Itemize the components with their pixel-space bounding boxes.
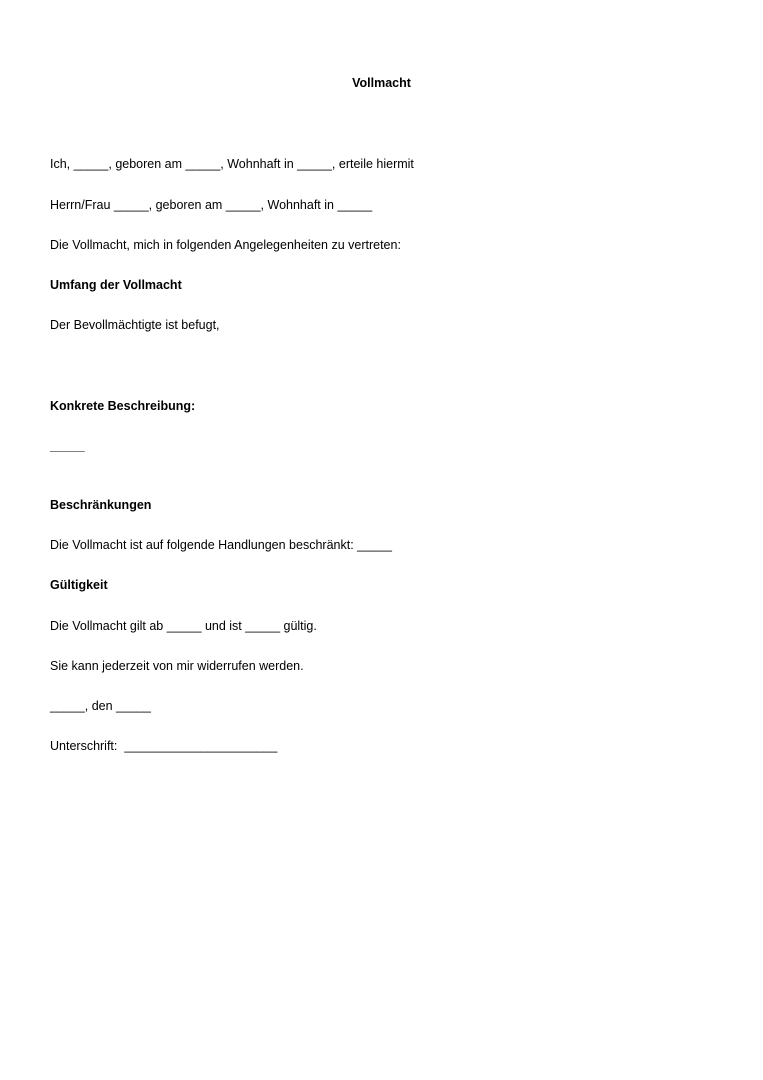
validity-heading: Gültigkeit [50,578,108,592]
agent-line: Herrn/Frau _____, geboren am _____, Wohnhaft in _____ [50,198,373,212]
restrictions-heading: Beschränkungen [50,498,152,512]
restrictions-text: Die Vollmacht ist auf folgende Handlungen beschränkt: _____ [50,538,392,552]
signature-line: Unterschrift: ______________________ [50,739,278,753]
authorization-line: Die Vollmacht, mich in folgenden Angelegenheiten zu vertreten: [50,238,401,252]
validity-period-text: Die Vollmacht gilt ab _____ und ist _____ gültig. [50,619,317,633]
place-date-line: _____, den _____ [50,699,151,713]
description-heading: Konkrete Beschreibung: [50,399,196,413]
revocation-text: Sie kann jederzeit von mir widerrufen werden. [50,659,304,673]
scope-text: Der Bevollmächtigte ist befugt, [50,318,220,332]
scope-heading: Umfang der Vollmacht [50,278,182,292]
document-title: Vollmacht [352,76,411,90]
grantor-line: Ich, _____, geboren am _____, Wohnhaft in _____, erteile hiermit [50,157,414,171]
description-placeholder: _____ [50,439,85,453]
